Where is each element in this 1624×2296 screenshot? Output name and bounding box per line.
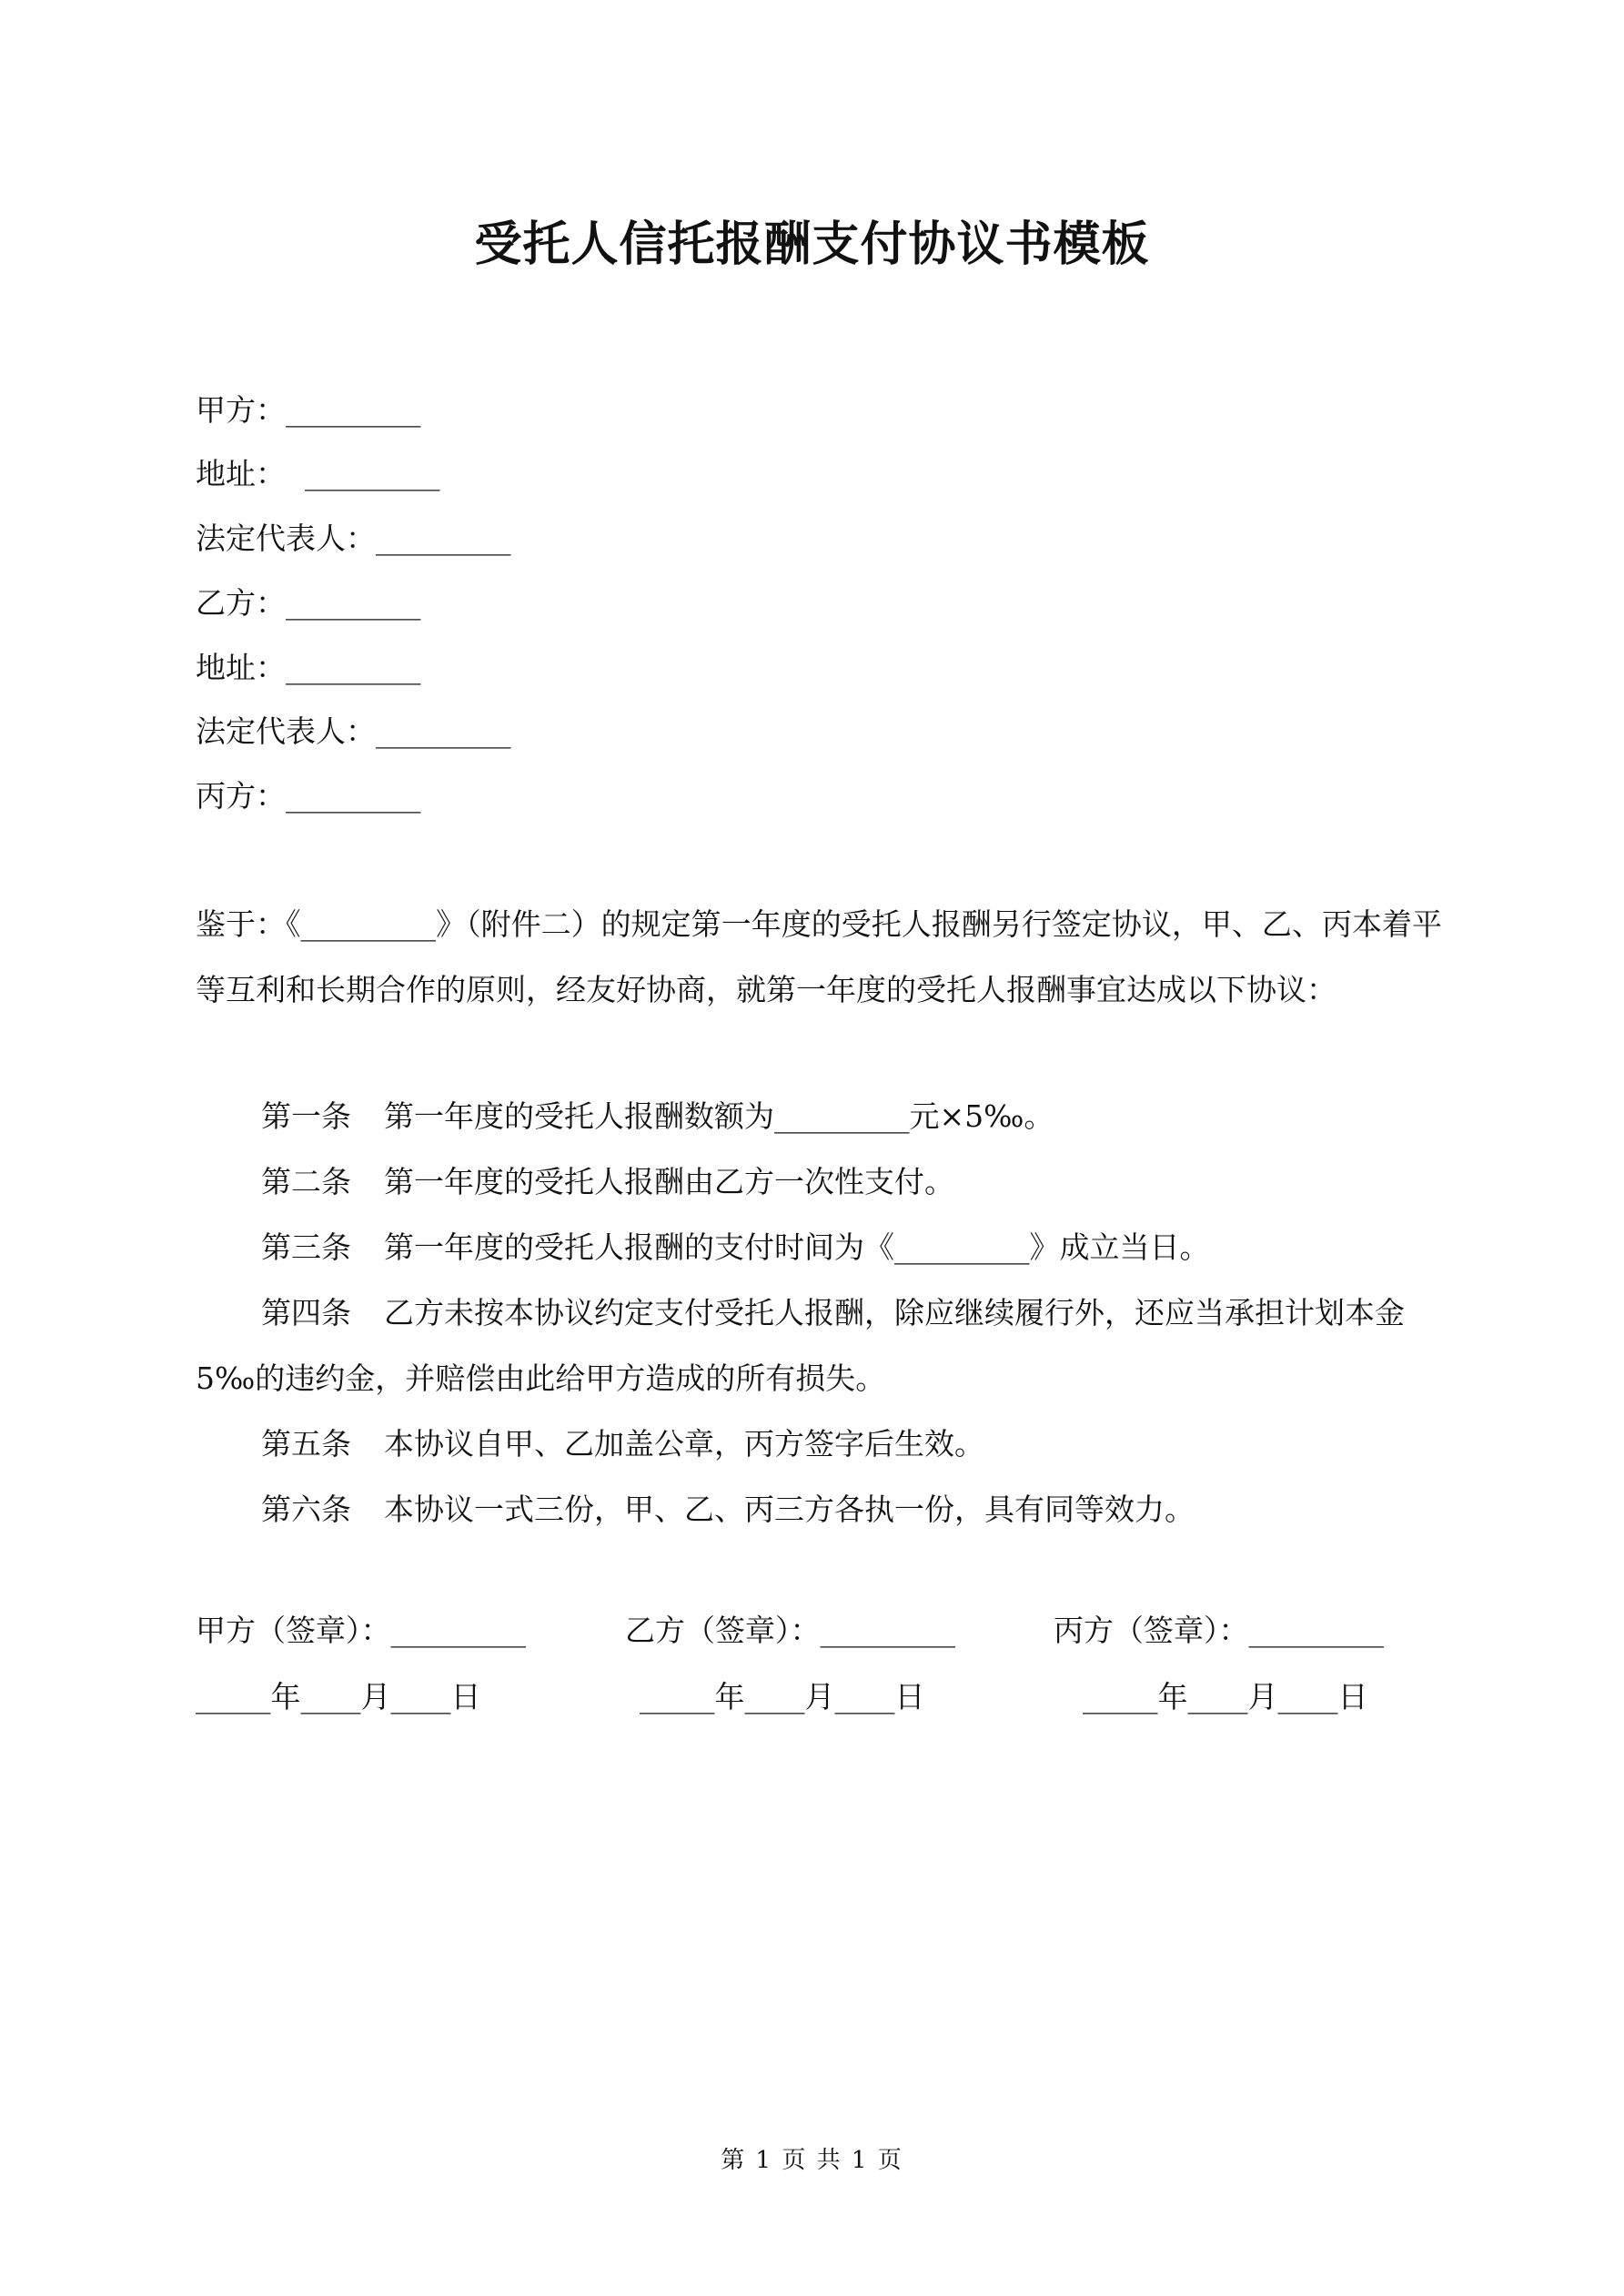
party-label: 法定代表人： — [196, 521, 376, 556]
document-title: 受托人信托报酬支付协议书模板 — [474, 217, 1150, 272]
party-label: 乙方： — [196, 585, 286, 621]
article-5 — [196, 1411, 1442, 1477]
article-number: 第三条 — [261, 1229, 351, 1265]
article-number: 第二条 — [261, 1164, 351, 1199]
party-line-yi-address — [196, 650, 421, 686]
signature-party-yi: 乙方（签章）：_________ — [625, 1613, 955, 1648]
date-jia: _____年____月____日 — [196, 1679, 481, 1714]
article-3 — [196, 1215, 1442, 1280]
party-label: 法定代表人： — [196, 713, 376, 749]
article-1 — [196, 1084, 1442, 1149]
party-value: _________ — [286, 456, 440, 491]
article-text: 第一年度的受托人报酬的支付时间为《_________》成立当日。 — [384, 1229, 1210, 1265]
party-line-bing — [196, 778, 421, 814]
article-2 — [196, 1149, 1442, 1215]
party-line-yi-representative — [196, 713, 511, 750]
party-value: _________ — [286, 392, 421, 428]
party-line-yi — [196, 585, 421, 622]
article-text: 本协议一式三份，甲、乙、丙三方各执一份，具有同等效力。 — [384, 1492, 1195, 1527]
party-value: _________ — [376, 713, 511, 749]
party-value: _________ — [376, 521, 511, 556]
article-number: 第四条 — [261, 1295, 351, 1330]
article-text: 第一年度的受托人报酬数额为_________元×5‰。 — [384, 1098, 1054, 1134]
page-footer: 第 1 页 共 1 页 — [721, 2147, 903, 2174]
party-label: 地址： — [196, 650, 286, 685]
party-label: 丙方： — [196, 778, 286, 814]
party-label: 甲方： — [196, 392, 286, 428]
article-4 — [196, 1280, 1442, 1411]
article-text: 本协议自甲、乙加盖公章，丙方签字后生效。 — [384, 1426, 984, 1462]
signature-party-jia: 甲方（签章）：_________ — [196, 1613, 526, 1648]
party-label: 地址： — [196, 456, 286, 491]
article-text: 第一年度的受托人报酬由乙方一次性支付。 — [384, 1164, 954, 1199]
article-number: 第一条 — [261, 1098, 351, 1134]
date-bing: _____年____月____日 — [1083, 1679, 1368, 1714]
signature-party-bing: 丙方（签章）：_________ — [1054, 1613, 1384, 1648]
party-line-jia — [196, 392, 421, 429]
date-yi: _____年____月____日 — [640, 1679, 925, 1714]
preamble-paragraph: 鉴于：《_________》（附件二）的规定第一年度的受托人报酬另行签定协议，甲、乙、丙本着平等互利和长期合作的原则，经友好协商，就第一年度的受托人报酬事宜达成以下协议： — [196, 906, 1442, 1007]
article-6 — [196, 1477, 1442, 1542]
party-value: _________ — [286, 650, 421, 685]
article-number: 第五条 — [261, 1426, 351, 1462]
article-text: 乙方未按本协议约定支付受托人报酬，除应继续履行外，还应当承担计划本金5‰的违约金，并赔偿由此给甲方造成的所有损失。 — [196, 1295, 1405, 1396]
article-number: 第六条 — [261, 1492, 351, 1527]
party-value: _________ — [286, 585, 421, 621]
party-line-jia-representative — [196, 521, 511, 557]
party-value: _________ — [286, 778, 421, 814]
party-line-jia-address — [196, 456, 439, 492]
